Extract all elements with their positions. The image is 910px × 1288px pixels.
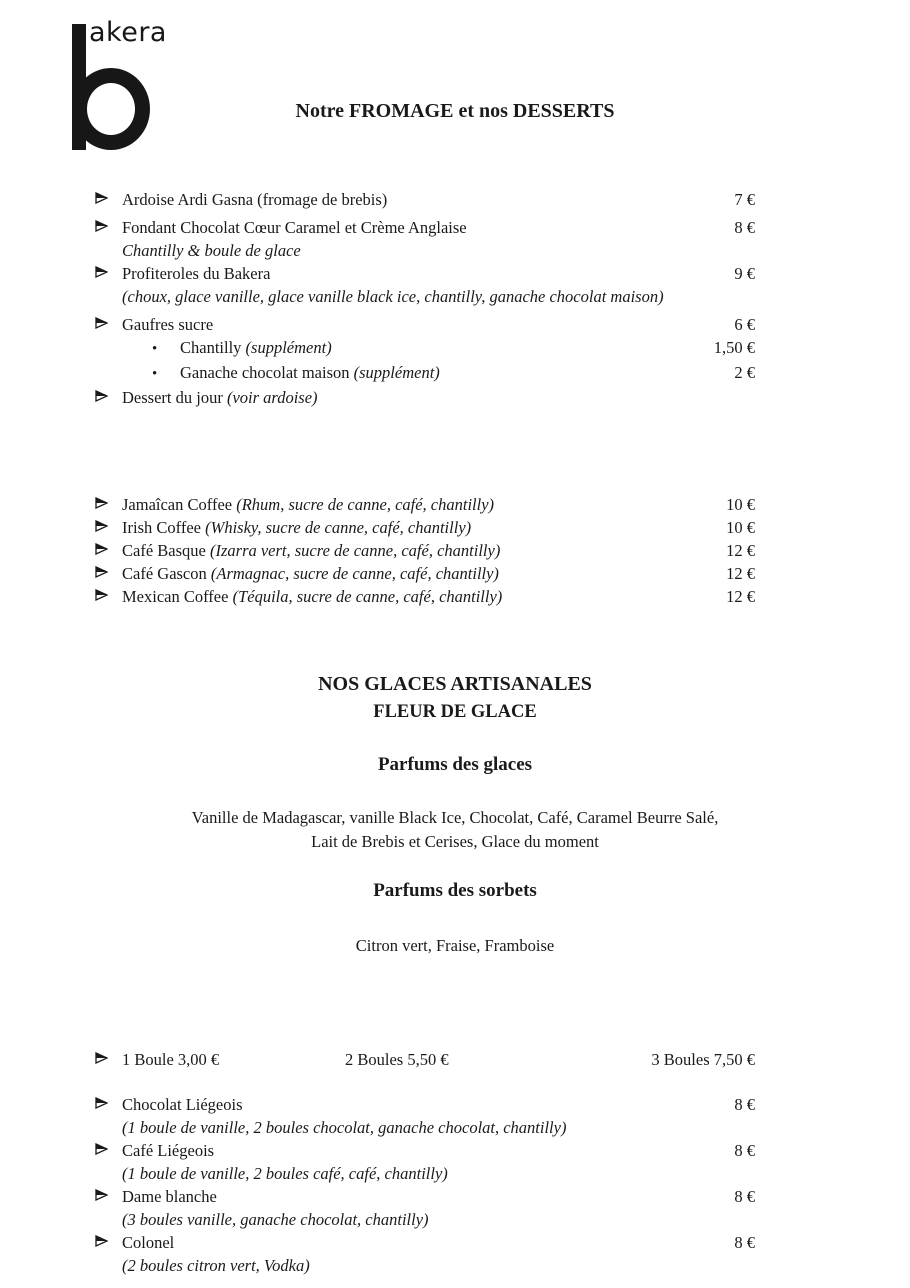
menu-item — [95, 1185, 755, 1208]
item-price: 10 € — [726, 518, 755, 537]
arrow-bullet-icon — [95, 566, 122, 578]
item-name-text: Mexican Coffee — [122, 587, 229, 606]
menu-item — [95, 516, 755, 539]
parfums-glaces-line1: Vanille de Madagascar, vanille Black Ice, Chocolat, Café, Caramel Beurre Salé, — [191, 808, 719, 827]
boule-price-2: 2 Boules 5,50 € — [345, 1050, 449, 1069]
item-price: 8 € — [734, 1095, 755, 1114]
item-name: Gaufres sucre — [122, 315, 214, 334]
item-name-text: Chantilly — [180, 338, 242, 357]
arrow-bullet-icon — [95, 390, 122, 402]
logo-wordmark: akera — [89, 17, 167, 48]
menu-item — [95, 585, 755, 608]
menu-item — [95, 1093, 755, 1116]
item-name: Chocolat Liégeois — [122, 1095, 243, 1114]
parfums-sorbets-list: Citron vert, Fraise, Framboise — [355, 936, 555, 955]
menu-item — [95, 262, 755, 285]
item-note: (choux, glace vanille, glace vanille black ice, chantilly, ganache chocolat maison) — [122, 287, 664, 306]
coffees-section — [95, 493, 755, 608]
parfums-glaces-list — [0, 806, 910, 854]
item-description: (Rhum, sucre de canne, café, chantilly) — [236, 495, 495, 514]
item-price: 6 € — [734, 315, 755, 334]
bakera-logo — [66, 17, 196, 152]
logo-b-bowl — [72, 68, 150, 150]
item-note: (1 boule de vanille, 2 boules chocolat, ganache chocolat, chantilly) — [122, 1118, 567, 1137]
menu-item — [95, 1231, 755, 1254]
item-name: Profiteroles du Bakera — [122, 264, 271, 283]
coupes-section — [95, 1093, 755, 1277]
item-note: Chantilly & boule de glace — [122, 241, 301, 260]
item-note: (2 boules citron vert, Vodka) — [122, 1256, 310, 1275]
arrow-bullet-icon — [95, 1052, 122, 1064]
item-description: (Armagnac, sucre de canne, café, chantilly) — [210, 564, 499, 583]
item-suffix: (supplément) — [353, 363, 440, 382]
item-name-text: Café Gascon — [122, 564, 207, 583]
menu-item — [95, 188, 755, 211]
arrow-bullet-icon — [95, 317, 122, 329]
desserts-section — [95, 188, 755, 409]
menu-item — [95, 562, 755, 585]
item-price: 9 € — [734, 264, 755, 283]
item-description: (Téquila, sucre de canne, café, chantilly) — [232, 587, 503, 606]
parfums-sorbets-title: Parfums des sorbets — [373, 880, 537, 901]
item-price: 8 € — [734, 1187, 755, 1206]
arrow-bullet-icon — [95, 1189, 122, 1201]
item-name-text: Café Basque — [122, 541, 206, 560]
arrow-bullet-icon — [95, 220, 122, 232]
arrow-bullet-icon — [95, 589, 122, 601]
arrow-bullet-icon — [95, 1235, 122, 1247]
item-note: (1 boule de vanille, 2 boules café, café, chantilly) — [122, 1164, 448, 1183]
item-name — [122, 562, 726, 585]
item-name — [180, 336, 714, 359]
item-suffix: (supplément) — [245, 338, 332, 357]
boule-price-3: 3 Boules 7,50 € — [651, 1050, 755, 1069]
parfums-glaces-title: Parfums des glaces — [377, 754, 533, 775]
item-price: 1,50 € — [713, 338, 755, 357]
glaces-heading-line2: FLEUR DE GLACE — [373, 702, 537, 722]
item-name — [122, 516, 726, 539]
item-note: (3 boules vanille, ganache chocolat, chantilly) — [122, 1210, 429, 1229]
item-price: 12 € — [726, 541, 755, 560]
menu-item — [95, 539, 755, 562]
arrow-bullet-icon — [95, 266, 122, 278]
item-name — [122, 539, 726, 562]
arrow-bullet-icon — [95, 520, 122, 532]
item-name — [122, 493, 726, 516]
item-price: 8 € — [734, 1141, 755, 1160]
arrow-bullet-icon — [95, 543, 122, 555]
glaces-heading-line1: NOS GLACES ARTISANALES — [318, 673, 592, 695]
boules-pricing-row — [95, 1048, 755, 1071]
dot-bullet-icon: • — [152, 366, 158, 382]
item-description: (Izarra vert, sucre de canne, café, chantilly) — [209, 541, 501, 560]
menu-item — [95, 493, 755, 516]
menu-item — [95, 386, 755, 409]
item-name: Fondant Chocolat Cœur Caramel et Crème Anglaise — [122, 218, 467, 237]
item-price: 7 € — [734, 190, 755, 209]
menu-item — [95, 216, 755, 239]
menu-sub-item — [95, 361, 755, 386]
dot-bullet-icon: • — [152, 341, 158, 357]
item-name — [180, 361, 734, 384]
item-name-text: Irish Coffee — [122, 518, 201, 537]
item-suffix: (voir ardoise) — [226, 388, 318, 407]
arrow-bullet-icon — [95, 1097, 122, 1109]
menu-item — [95, 313, 755, 336]
item-name: Café Liégeois — [122, 1141, 215, 1160]
item-name — [122, 386, 755, 409]
item-name-text: Ganache chocolat maison — [180, 363, 350, 382]
arrow-bullet-icon — [95, 1143, 122, 1155]
item-name: Colonel — [122, 1233, 175, 1252]
menu-sub-item — [95, 336, 755, 361]
item-price: 10 € — [726, 495, 755, 514]
page-title: Notre FROMAGE et nos DESSERTS — [295, 100, 615, 122]
item-name-text: Jamaîcan Coffee — [122, 495, 233, 514]
item-price: 8 € — [734, 218, 755, 237]
boule-price-1 — [95, 1048, 345, 1071]
parfums-glaces-line2: Lait de Brebis et Cerises, Glace du moment — [311, 832, 599, 851]
boule-price-1-label: 1 Boule 3,00 € — [122, 1050, 220, 1069]
arrow-bullet-icon — [95, 192, 122, 204]
item-name: Dame blanche — [122, 1187, 217, 1206]
item-name: Ardoise Ardi Gasna (fromage de brebis) — [122, 190, 388, 209]
item-price: 12 € — [726, 564, 755, 583]
item-description: (Whisky, sucre de canne, café, chantilly) — [205, 518, 472, 537]
menu-item — [95, 1139, 755, 1162]
arrow-bullet-icon — [95, 497, 122, 509]
item-price: 8 € — [734, 1233, 755, 1252]
item-price: 12 € — [726, 587, 755, 606]
item-name-text: Dessert du jour — [122, 388, 223, 407]
item-price: 2 € — [734, 363, 755, 382]
item-name — [122, 585, 726, 608]
